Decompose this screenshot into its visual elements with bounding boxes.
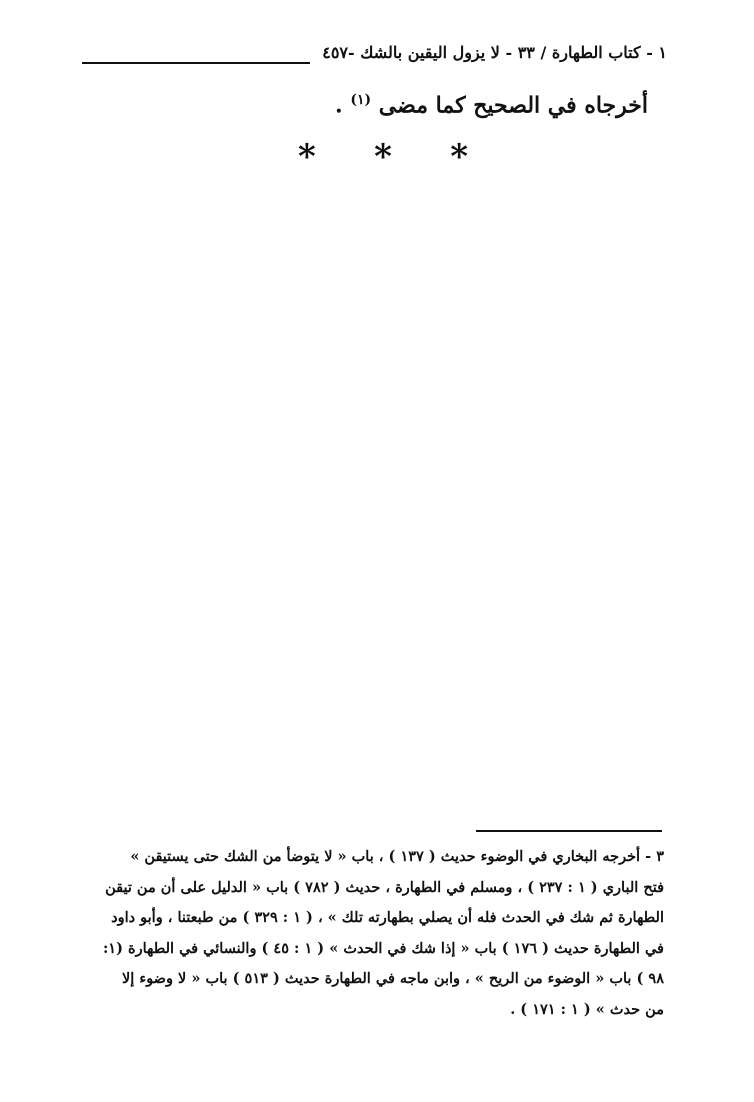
footnote-line: الطهارة ثم شك في الحدث فله أن يصلي بطهارته تلك » ، ( ١ : ٣٢٩ ) من طبعتنا ، وأبو داود: [111, 909, 664, 926]
page-header: [82, 40, 667, 70]
footnote-line: في الطهارة حديث ( ١٧٦ ) باب « إذا شك في الحدث » ( ١ : ٤٥ ) والنسائي في الطهارة (١:: [102, 939, 664, 957]
separator-star: *: [450, 137, 468, 177]
running-title: ١ - كتاب الطهارة / ٣٣ - لا يزول اليقين بالشك -٤٥٧: [322, 43, 667, 62]
footnote-reference: (١): [350, 92, 372, 108]
footnote-rule: [476, 830, 662, 832]
section-separator: [298, 137, 468, 177]
separator-star: *: [374, 137, 392, 177]
footnotes: [88, 842, 664, 1025]
body-text-line: [335, 92, 648, 118]
footnote-line: ٣ - أخرجه البخاري في الوضوء حديث ( ١٣٧ ) ، باب « لا يتوضأ من الشك حتى يستيقن »: [130, 848, 664, 865]
footnote-line: فتح الباري ( ١ : ٢٣٧ ) ، ومسلم في الطهارة ، حديث ( ٧٨٢ ) باب « الدليل على أن من تيقن: [105, 878, 664, 896]
body-end-punctuation: .: [335, 92, 343, 119]
footnote-line: من حدث » ( ١ : ١٧١ ) .: [510, 1000, 664, 1018]
header-rule: [82, 62, 310, 64]
footnote-line: ٩٨ ) باب « الوضوء من الريح » ، وابن ماجه في الطهارة حديث ( ٥١٣ ) باب « لا وضوء إلا: [122, 970, 664, 987]
separator-star: *: [298, 137, 316, 177]
body-text: أخرجاه في الصحيح كما مضى: [378, 92, 648, 119]
